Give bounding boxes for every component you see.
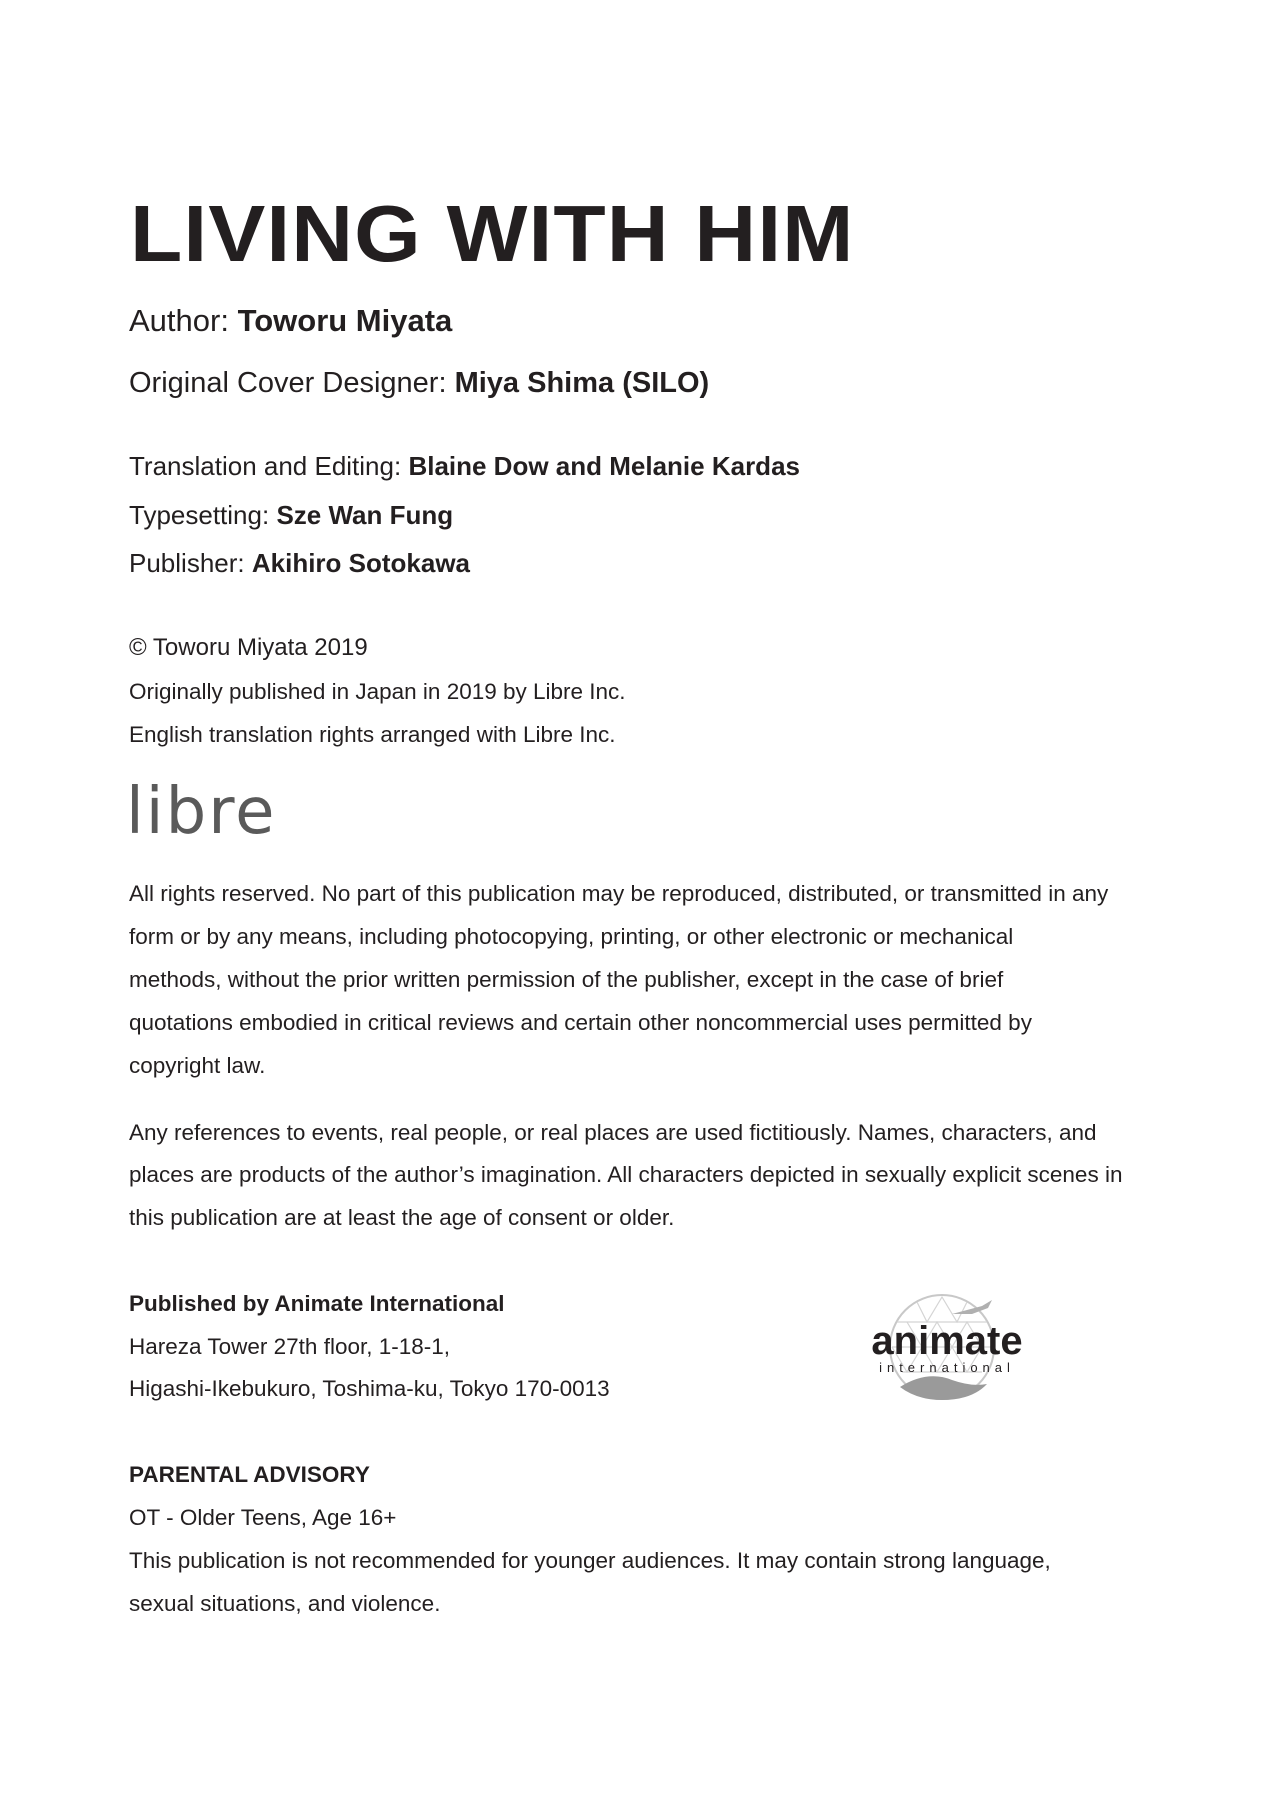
- animate-logo-sub: international: [879, 1360, 1015, 1375]
- publisher-credit: [129, 548, 470, 579]
- advisory-rating: OT - Older Teens, Age 16+: [129, 1505, 397, 1530]
- translation-rights-line: English translation rights arranged with Libre Inc.: [129, 722, 616, 747]
- published-by-heading: Published by Animate International: [129, 1291, 505, 1316]
- paragraph-line: methods, without the prior written permission of the publisher, except in the case of brief: [129, 967, 1004, 992]
- advisory-heading: PARENTAL ADVISORY: [129, 1462, 370, 1487]
- typesetting-label: Typesetting:: [129, 500, 270, 530]
- paragraph-line: places are products of the author’s imagination. All characters depicted in sexually explicit scenes in: [129, 1162, 1123, 1187]
- author-name: Toworu Miyata: [237, 303, 453, 338]
- address-line: Hareza Tower 27th floor, 1-18-1,: [129, 1334, 451, 1359]
- libre-logo: libre: [126, 775, 277, 849]
- publisher-label: Publisher:: [129, 548, 245, 578]
- paragraph-line: All rights reserved. No part of this publication may be reproduced, distributed, or transmitted in any: [129, 881, 1109, 906]
- translation-name: Blaine Dow and Melanie Kardas: [408, 451, 800, 481]
- advisory-text: sexual situations, and violence.: [129, 1591, 441, 1616]
- animate-logo-word: animate: [871, 1319, 1023, 1363]
- paragraph-line: quotations embodied in critical reviews and certain other noncommercial uses permitted by: [129, 1010, 1032, 1035]
- author-credit: [129, 303, 452, 339]
- address-line: Higashi-Ikebukuro, Toshima-ku, Tokyo 170-0013: [129, 1376, 610, 1401]
- copyright-line: © Toworu Miyata 2019: [129, 634, 368, 661]
- animate-international-logo: [852, 1292, 1042, 1407]
- paragraph-line: this publication are at least the age of consent or older.: [129, 1205, 675, 1230]
- original-publication-line: Originally published in Japan in 2019 by Libre Inc.: [129, 679, 626, 704]
- paragraph-line: form or by any means, including photocopying, printing, or other electronic or mechanical: [129, 924, 1014, 949]
- translation-label: Translation and Editing:: [129, 451, 402, 481]
- translation-credit: [129, 451, 800, 482]
- typesetting-name: Sze Wan Fung: [276, 500, 454, 530]
- cover-designer-credit: [129, 367, 709, 400]
- publisher-name: Akihiro Sotokawa: [251, 548, 471, 578]
- cover-name: Miya Shima (SILO): [454, 367, 710, 399]
- book-title: LIVING WITH HIM: [130, 189, 855, 278]
- paragraph-line: copyright law.: [129, 1053, 266, 1078]
- typesetting-credit: [129, 500, 453, 531]
- cover-label: Original Cover Designer:: [129, 367, 447, 399]
- advisory-text: This publication is not recommended for younger audiences. It may contain strong language,: [129, 1548, 1051, 1573]
- paragraph-line: Any references to events, real people, or real places are used fictitiously. Names, characters, and: [129, 1120, 1097, 1145]
- author-label: Author:: [129, 303, 229, 338]
